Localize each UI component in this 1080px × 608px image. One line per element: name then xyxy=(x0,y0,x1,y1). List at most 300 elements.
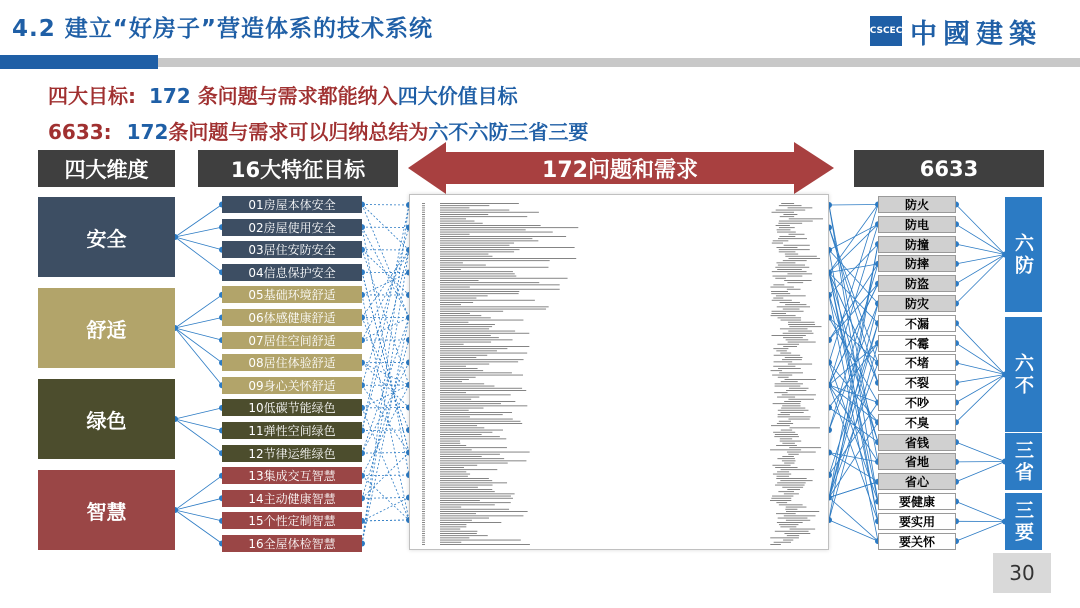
doc-text-line xyxy=(774,361,793,362)
doc-text-line xyxy=(776,295,806,296)
doc-text-line xyxy=(787,489,800,490)
doc-line-number xyxy=(422,364,425,365)
connector-line xyxy=(175,476,222,510)
doc-text-line xyxy=(440,379,469,380)
doc-text-line xyxy=(440,339,513,340)
doc-text-line xyxy=(440,493,515,494)
connector-line xyxy=(956,205,1005,255)
doc-text-line xyxy=(775,383,803,384)
doc-text-line xyxy=(784,463,794,464)
statement-2-label: 6633: xyxy=(48,120,112,144)
doc-text-line xyxy=(440,295,488,296)
doc-text-line xyxy=(440,377,476,378)
doc-text-line xyxy=(781,430,792,431)
target-box: 防灾 xyxy=(878,295,956,312)
doc-text-line xyxy=(440,234,470,235)
target-box: 省钱 xyxy=(878,434,956,451)
doc-line-number xyxy=(422,324,425,325)
doc-text-line xyxy=(771,291,788,292)
doc-text-line xyxy=(440,342,491,343)
connector-line xyxy=(362,430,409,431)
doc-text-line xyxy=(440,315,481,316)
doc-text-line xyxy=(440,364,489,365)
doc-text-line xyxy=(440,533,477,534)
doc-text-line xyxy=(779,205,802,206)
doc-line-number xyxy=(422,260,425,261)
doc-text-line xyxy=(773,348,788,349)
doc-line-number xyxy=(422,416,425,417)
page-number: 30 xyxy=(993,553,1051,593)
doc-text-line xyxy=(781,203,794,204)
group-box: 六防 xyxy=(1005,197,1042,312)
doc-text-line xyxy=(778,317,801,318)
doc-line-number xyxy=(422,379,425,380)
doc-text-line xyxy=(440,471,466,472)
doc-text-line xyxy=(781,381,798,382)
connector-line xyxy=(362,205,409,251)
connector-line xyxy=(829,264,878,340)
connector-line xyxy=(362,498,409,521)
doc-text-line xyxy=(777,229,791,230)
doc-line-number xyxy=(422,425,425,426)
doc-line-number xyxy=(422,254,425,255)
doc-line-number xyxy=(422,432,425,433)
doc-line-number xyxy=(422,452,425,453)
doc-text-line xyxy=(440,346,529,347)
doc-text-line xyxy=(789,447,821,448)
doc-text-line xyxy=(440,216,527,217)
doc-line-number xyxy=(422,278,425,279)
statement-1-text: 条问题与需求都能纳入 xyxy=(197,84,398,108)
doc-text-line xyxy=(775,267,809,268)
doc-line-number xyxy=(422,456,425,457)
doc-text-line xyxy=(775,531,809,532)
doc-text-line xyxy=(771,313,786,314)
connector-line xyxy=(175,408,222,419)
doc-text-line xyxy=(778,416,811,417)
doc-line-number xyxy=(422,372,425,373)
doc-text-line xyxy=(770,500,791,501)
doc-line-number xyxy=(422,405,425,406)
doc-text-line xyxy=(777,423,793,424)
doc-text-line xyxy=(440,390,526,391)
doc-text-line xyxy=(440,485,493,486)
doc-text-line xyxy=(440,480,492,481)
target-box: 不霉 xyxy=(878,335,956,352)
doc-line-number xyxy=(422,540,425,541)
doc-line-number xyxy=(422,522,425,523)
doc-text-line xyxy=(440,463,508,464)
doc-text-line xyxy=(780,526,796,527)
doc-text-line xyxy=(770,287,793,288)
doc-text-line xyxy=(440,361,518,362)
statement-2-count: 172 xyxy=(126,120,169,144)
doc-text-line xyxy=(772,212,794,213)
doc-text-line xyxy=(777,458,794,459)
doc-text-line xyxy=(770,449,801,450)
doc-text-line xyxy=(440,240,538,241)
doc-line-number xyxy=(422,359,425,360)
logo-text: 中國建築 xyxy=(910,18,1042,50)
doc-line-number xyxy=(422,361,425,362)
doc-text-line xyxy=(440,355,487,356)
doc-text-line xyxy=(777,522,803,523)
doc-text-line xyxy=(773,276,803,277)
doc-line-number xyxy=(422,370,425,371)
feature-box: 13集成交互智慧 xyxy=(222,467,362,484)
doc-text-line xyxy=(789,258,821,259)
doc-line-number xyxy=(422,302,425,303)
target-box: 防摔 xyxy=(878,255,956,272)
document-text-lines xyxy=(410,195,830,551)
connector-line xyxy=(362,453,409,454)
doc-text-line xyxy=(440,535,488,536)
doc-line-number xyxy=(422,273,425,274)
doc-text-line xyxy=(784,401,801,402)
doc-text-line xyxy=(788,322,815,323)
connector-line xyxy=(956,462,1005,482)
doc-text-line xyxy=(776,445,797,446)
doc-text-line xyxy=(440,271,513,272)
doc-text-line xyxy=(770,537,799,538)
logo-mark-icon: CSCEC xyxy=(870,16,902,46)
doc-text-line xyxy=(782,487,803,488)
doc-text-line xyxy=(440,401,515,402)
doc-text-line xyxy=(440,522,501,523)
doc-text-line xyxy=(776,225,790,226)
doc-line-number xyxy=(422,526,425,527)
dimension-box: 安全 xyxy=(38,197,175,277)
doc-line-number xyxy=(422,436,425,437)
doc-text-line xyxy=(440,410,469,411)
doc-line-number xyxy=(422,533,425,534)
statement-2-text: 条问题与需求可以归纳总结为 xyxy=(168,120,429,144)
doc-line-number xyxy=(422,267,425,268)
doc-text-line xyxy=(786,507,807,508)
connector-line xyxy=(362,205,409,206)
connector-line xyxy=(175,237,222,272)
doc-text-line xyxy=(440,265,486,266)
doc-line-number xyxy=(422,469,425,470)
doc-text-line xyxy=(440,416,470,417)
requirements-document-thumbnail xyxy=(409,194,829,550)
connector-line xyxy=(956,224,1005,254)
doc-text-line xyxy=(440,529,460,530)
feature-box: 16全屋体检智慧 xyxy=(222,535,362,552)
doc-text-line xyxy=(440,434,482,435)
doc-line-number xyxy=(422,434,425,435)
doc-text-line xyxy=(788,454,798,455)
doc-text-line xyxy=(774,392,787,393)
doc-text-line xyxy=(440,399,471,400)
doc-line-number xyxy=(422,458,425,459)
doc-text-line xyxy=(785,379,816,380)
doc-line-number xyxy=(422,262,425,263)
doc-text-line xyxy=(440,496,511,497)
statement-1-label: 四大目标: xyxy=(48,84,136,108)
doc-text-line xyxy=(440,460,526,461)
doc-text-line xyxy=(440,478,489,479)
feature-box: 11弹性空间绿色 xyxy=(222,422,362,439)
doc-line-number xyxy=(422,498,425,499)
doc-text-line xyxy=(440,537,469,538)
doc-line-number xyxy=(422,348,425,349)
doc-line-number xyxy=(422,315,425,316)
doc-text-line xyxy=(786,339,809,340)
doc-text-line xyxy=(440,469,497,470)
doc-text-line xyxy=(440,247,575,248)
doc-text-line xyxy=(440,498,513,499)
doc-text-line xyxy=(773,298,783,299)
doc-line-number xyxy=(422,322,425,323)
doc-text-line xyxy=(440,269,461,270)
doc-line-number xyxy=(422,509,425,510)
connector-line xyxy=(956,522,1005,542)
doc-text-line xyxy=(440,276,516,277)
doc-line-number xyxy=(422,353,425,354)
connector-line xyxy=(175,419,222,453)
doc-text-line xyxy=(440,445,466,446)
doc-line-number xyxy=(422,234,425,235)
doc-line-number xyxy=(422,212,425,213)
doc-text-line xyxy=(784,533,810,534)
doc-text-line xyxy=(440,544,530,545)
doc-text-line xyxy=(440,313,470,314)
doc-text-line xyxy=(440,465,477,466)
doc-line-number xyxy=(422,471,425,472)
doc-text-line xyxy=(440,452,530,453)
doc-text-line xyxy=(775,278,786,279)
doc-text-line xyxy=(440,302,473,303)
doc-text-line xyxy=(778,414,790,415)
doc-text-line xyxy=(782,456,794,457)
feature-box: 01房屋本体安全 xyxy=(222,196,362,213)
doc-text-line xyxy=(773,366,795,367)
doc-text-line xyxy=(780,480,812,481)
doc-text-line xyxy=(772,300,792,301)
doc-line-number xyxy=(422,474,425,475)
doc-text-line xyxy=(440,348,507,349)
doc-text-line xyxy=(780,441,801,442)
doc-line-number xyxy=(422,421,425,422)
doc-line-number xyxy=(422,482,425,483)
doc-text-line xyxy=(772,375,792,376)
doc-text-line xyxy=(440,221,474,222)
doc-text-line xyxy=(779,249,810,250)
doc-line-number xyxy=(422,487,425,488)
doc-text-line xyxy=(788,419,809,420)
doc-text-line xyxy=(440,344,464,345)
doc-text-line xyxy=(786,390,806,391)
doc-line-number xyxy=(422,410,425,411)
feature-box: 05基础环境舒适 xyxy=(222,286,362,303)
target-box: 防火 xyxy=(878,196,956,213)
doc-line-number xyxy=(422,438,425,439)
doc-text-line xyxy=(789,388,809,389)
doc-line-number xyxy=(422,346,425,347)
doc-line-number xyxy=(422,214,425,215)
doc-line-number xyxy=(422,392,425,393)
doc-text-line xyxy=(773,432,795,433)
dimension-box: 智慧 xyxy=(38,470,175,550)
doc-line-number xyxy=(422,504,425,505)
doc-line-number xyxy=(422,229,425,230)
doc-text-line xyxy=(440,335,491,336)
doc-text-line xyxy=(775,467,797,468)
doc-text-line xyxy=(440,320,523,321)
doc-text-line xyxy=(776,247,797,248)
doc-line-number xyxy=(422,386,425,387)
doc-text-line xyxy=(440,357,476,358)
doc-line-number xyxy=(422,412,425,413)
connector-line xyxy=(956,343,1005,374)
doc-text-line xyxy=(788,364,812,365)
doc-text-line xyxy=(771,498,791,499)
target-box: 不臭 xyxy=(878,414,956,431)
doc-text-line xyxy=(440,375,523,376)
doc-text-line xyxy=(779,372,803,373)
doc-text-line xyxy=(779,524,799,525)
doc-text-line xyxy=(440,333,529,334)
doc-text-line xyxy=(787,535,799,536)
doc-text-line xyxy=(784,280,811,281)
doc-text-line xyxy=(776,478,806,479)
doc-text-line xyxy=(785,254,798,255)
target-box: 防撞 xyxy=(878,236,956,253)
feature-box: 06体感健康舒适 xyxy=(222,309,362,326)
doc-text-line xyxy=(440,328,489,329)
feature-box: 09身心关怀舒适 xyxy=(222,377,362,394)
doc-text-line xyxy=(440,306,549,307)
doc-text-line xyxy=(771,293,790,294)
doc-line-number xyxy=(422,430,425,431)
feature-box: 08居住体验舒适 xyxy=(222,354,362,371)
doc-text-line xyxy=(440,394,511,395)
header-features: 16大特征目标 xyxy=(198,150,398,187)
connector-line xyxy=(829,224,878,250)
target-box: 要实用 xyxy=(878,513,956,530)
target-box: 不裂 xyxy=(878,374,956,391)
doc-text-line xyxy=(440,260,550,261)
doc-line-number xyxy=(422,531,425,532)
doc-text-line xyxy=(440,223,483,224)
doc-text-line xyxy=(772,496,793,497)
doc-text-line xyxy=(782,460,796,461)
doc-text-line xyxy=(440,414,503,415)
doc-text-line xyxy=(783,346,797,347)
target-box: 省心 xyxy=(878,473,956,490)
doc-line-number xyxy=(422,460,425,461)
doc-text-line xyxy=(789,234,805,235)
doc-text-line xyxy=(771,370,783,371)
doc-text-line xyxy=(440,467,464,468)
doc-line-number xyxy=(422,529,425,530)
doc-text-line xyxy=(787,289,801,290)
connector-line xyxy=(956,323,1005,374)
doc-line-number xyxy=(422,542,425,543)
doc-line-number xyxy=(422,326,425,327)
doc-line-number xyxy=(422,223,425,224)
doc-line-number xyxy=(422,427,425,428)
doc-text-line xyxy=(440,212,539,213)
doc-line-number xyxy=(422,491,425,492)
dimension-box: 舒适 xyxy=(38,288,175,368)
doc-text-line xyxy=(789,218,823,219)
doc-text-line xyxy=(440,350,497,351)
doc-text-line xyxy=(772,271,807,272)
connector-line xyxy=(362,318,409,341)
statement-2-highlight: 六不六防三省三要 xyxy=(428,120,589,144)
doc-text-line xyxy=(779,236,795,237)
target-box: 防电 xyxy=(878,216,956,233)
doc-text-line xyxy=(440,280,479,281)
doc-text-line xyxy=(440,372,512,373)
doc-text-line xyxy=(775,434,798,435)
connector-line xyxy=(362,476,409,520)
doc-text-line xyxy=(440,214,488,215)
doc-text-line xyxy=(772,311,804,312)
doc-text-line xyxy=(775,386,801,387)
feature-box: 02房屋使用安全 xyxy=(222,219,362,236)
doc-text-line xyxy=(440,430,503,431)
doc-line-number xyxy=(422,441,425,442)
doc-text-line xyxy=(783,337,803,338)
doc-text-line xyxy=(440,359,524,360)
doc-line-number xyxy=(422,414,425,415)
doc-text-line xyxy=(440,293,519,294)
doc-text-line xyxy=(440,412,512,413)
doc-text-line xyxy=(440,368,478,369)
doc-text-line xyxy=(779,504,803,505)
doc-text-line xyxy=(775,485,805,486)
doc-text-line xyxy=(440,298,476,299)
group-box: 三要 xyxy=(1005,493,1042,550)
doc-text-line xyxy=(440,383,484,384)
doc-text-line xyxy=(440,419,513,420)
doc-text-line xyxy=(779,421,791,422)
doc-text-line xyxy=(440,474,470,475)
doc-line-number xyxy=(422,271,425,272)
doc-line-number xyxy=(422,210,425,211)
doc-text-line xyxy=(777,232,796,233)
doc-line-number xyxy=(422,535,425,536)
doc-text-line xyxy=(440,482,507,483)
doc-text-line xyxy=(440,331,515,332)
doc-text-line xyxy=(440,289,560,290)
doc-text-line xyxy=(440,326,492,327)
doc-line-number xyxy=(422,304,425,305)
doc-line-number xyxy=(422,225,425,226)
doc-line-number xyxy=(422,245,425,246)
doc-text-line xyxy=(778,410,809,411)
doc-line-number xyxy=(422,333,425,334)
doc-text-line xyxy=(440,251,514,252)
doc-text-line xyxy=(773,284,784,285)
connector-line xyxy=(829,520,878,541)
doc-line-number xyxy=(422,243,425,244)
doc-line-number xyxy=(422,507,425,508)
doc-line-number xyxy=(422,493,425,494)
doc-text-line xyxy=(440,386,494,387)
doc-line-number xyxy=(422,218,425,219)
doc-text-line xyxy=(440,447,507,448)
doc-text-line xyxy=(440,282,539,283)
doc-text-line xyxy=(777,344,799,345)
doc-text-line xyxy=(789,326,821,327)
doc-text-line xyxy=(773,240,789,241)
doc-line-number xyxy=(422,403,425,404)
doc-line-number xyxy=(422,355,425,356)
